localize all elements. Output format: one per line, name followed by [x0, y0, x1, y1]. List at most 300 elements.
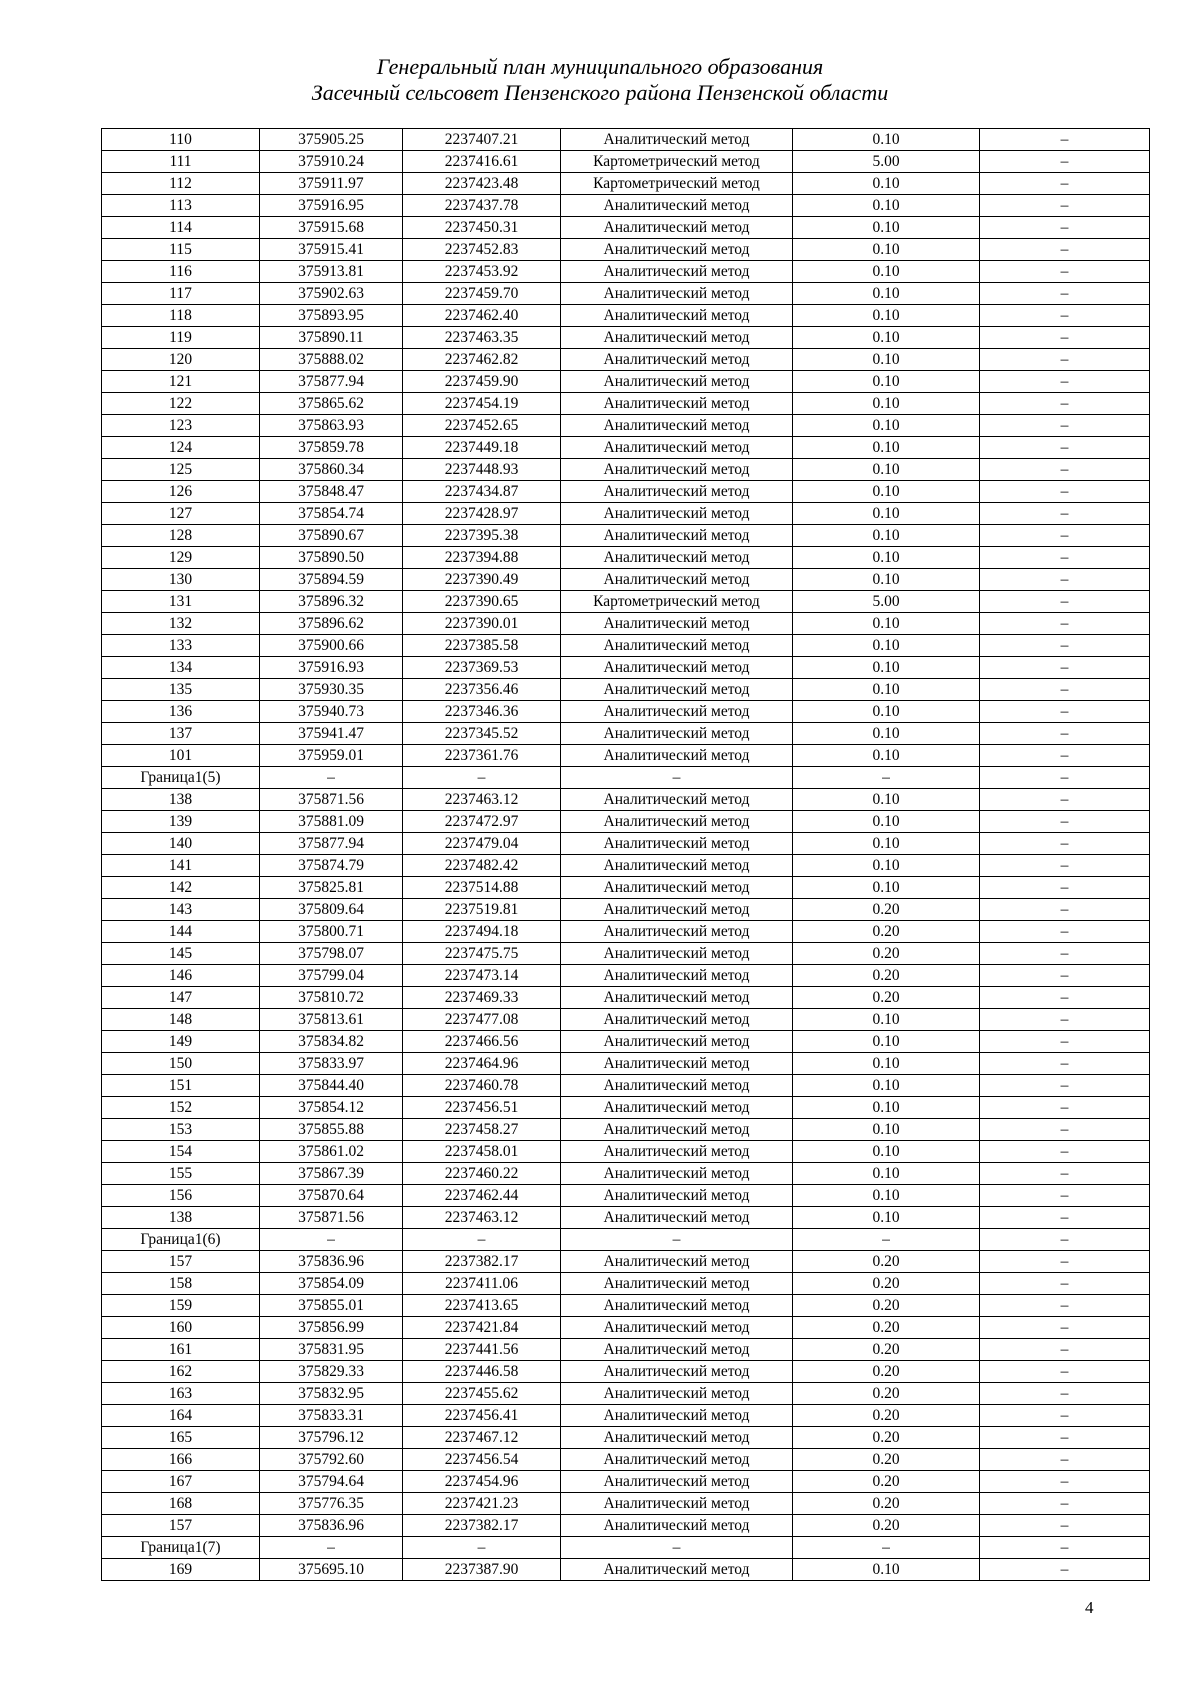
point-number-cell: 168 [102, 1493, 260, 1515]
y-coordinate-cell: 2237452.65 [403, 415, 561, 437]
y-coordinate-cell: 2237463.35 [403, 327, 561, 349]
description-cell: – [980, 393, 1150, 415]
method-cell: Аналитический метод [561, 899, 793, 921]
table-row [102, 415, 1150, 437]
method-cell: Аналитический метод [561, 371, 793, 393]
x-coordinate-cell: 375810.72 [260, 987, 403, 1009]
accuracy-cell: 0.10 [793, 679, 980, 701]
x-coordinate-cell: 375855.88 [260, 1119, 403, 1141]
y-coordinate-cell: 2237452.83 [403, 239, 561, 261]
method-cell: Аналитический метод [561, 129, 793, 151]
description-cell: – [980, 1295, 1150, 1317]
point-number-cell: 118 [102, 305, 260, 327]
accuracy-cell: 5.00 [793, 591, 980, 613]
x-coordinate-cell: 375894.59 [260, 569, 403, 591]
table-row [102, 1559, 1150, 1581]
description-cell: – [980, 1559, 1150, 1581]
method-cell: Аналитический метод [561, 525, 793, 547]
accuracy-cell: 0.10 [793, 327, 980, 349]
accuracy-cell: 0.10 [793, 547, 980, 569]
y-coordinate-cell: 2237469.33 [403, 987, 561, 1009]
point-number-cell: 125 [102, 459, 260, 481]
point-number-cell: 121 [102, 371, 260, 393]
x-coordinate-cell: 375854.74 [260, 503, 403, 525]
y-coordinate-cell: 2237454.96 [403, 1471, 561, 1493]
x-coordinate-cell: 375959.01 [260, 745, 403, 767]
x-coordinate-cell: 375902.63 [260, 283, 403, 305]
accuracy-cell: 0.10 [793, 1163, 980, 1185]
accuracy-cell: 0.20 [793, 899, 980, 921]
point-number-cell: 167 [102, 1471, 260, 1493]
y-coordinate-cell: 2237356.46 [403, 679, 561, 701]
x-coordinate-cell: 375695.10 [260, 1559, 403, 1581]
y-coordinate-cell: 2237421.84 [403, 1317, 561, 1339]
method-cell: Аналитический метод [561, 635, 793, 657]
table-row [102, 327, 1150, 349]
point-number-cell: Граница1(6) [102, 1229, 260, 1251]
accuracy-cell: 0.10 [793, 569, 980, 591]
method-cell: Аналитический метод [561, 415, 793, 437]
description-cell: – [980, 283, 1150, 305]
y-coordinate-cell: 2237462.44 [403, 1185, 561, 1207]
point-number-cell: 138 [102, 789, 260, 811]
x-coordinate-cell: 375916.93 [260, 657, 403, 679]
point-number-cell: 131 [102, 591, 260, 613]
method-cell: Аналитический метод [561, 459, 793, 481]
y-coordinate-cell: 2237385.58 [403, 635, 561, 657]
accuracy-cell: 0.10 [793, 1141, 980, 1163]
x-coordinate-cell: 375829.33 [260, 1361, 403, 1383]
header-line-2: Засечный сельсовет Пензенского района Пензенской области [311, 80, 889, 105]
method-cell: Аналитический метод [561, 437, 793, 459]
y-coordinate-cell: 2237472.97 [403, 811, 561, 833]
table-row [102, 1053, 1150, 1075]
x-coordinate-cell: 375870.64 [260, 1185, 403, 1207]
method-cell: Аналитический метод [561, 569, 793, 591]
y-coordinate-cell: 2237395.38 [403, 525, 561, 547]
y-coordinate-cell: 2237394.88 [403, 547, 561, 569]
y-coordinate-cell: 2237434.87 [403, 481, 561, 503]
method-cell: Аналитический метод [561, 1185, 793, 1207]
point-number-cell: 162 [102, 1361, 260, 1383]
y-coordinate-cell: 2237460.22 [403, 1163, 561, 1185]
y-coordinate-cell: 2237473.14 [403, 965, 561, 987]
description-cell: – [980, 635, 1150, 657]
accuracy-cell: 0.10 [793, 481, 980, 503]
y-coordinate-cell: 2237456.41 [403, 1405, 561, 1427]
accuracy-cell: 0.10 [793, 613, 980, 635]
table-row [102, 767, 1150, 789]
table-row [102, 1493, 1150, 1515]
y-coordinate-cell: 2237387.90 [403, 1559, 561, 1581]
table-row [102, 833, 1150, 855]
y-coordinate-cell: 2237463.12 [403, 789, 561, 811]
x-coordinate-cell: 375877.94 [260, 833, 403, 855]
x-coordinate-cell: 375881.09 [260, 811, 403, 833]
x-coordinate-cell: 375941.47 [260, 723, 403, 745]
point-number-cell: 169 [102, 1559, 260, 1581]
accuracy-cell: 0.10 [793, 525, 980, 547]
accuracy-cell: 0.10 [793, 657, 980, 679]
point-number-cell: 132 [102, 613, 260, 635]
description-cell: – [980, 591, 1150, 613]
x-coordinate-cell: 375798.07 [260, 943, 403, 965]
description-cell: – [980, 855, 1150, 877]
x-coordinate-cell: 375888.02 [260, 349, 403, 371]
table-row [102, 1009, 1150, 1031]
x-coordinate-cell: 375893.95 [260, 305, 403, 327]
method-cell: Аналитический метод [561, 1405, 793, 1427]
description-cell: – [980, 921, 1150, 943]
point-number-cell: 112 [102, 173, 260, 195]
point-number-cell: 123 [102, 415, 260, 437]
description-cell: – [980, 1207, 1150, 1229]
method-cell: Аналитический метод [561, 701, 793, 723]
point-number-cell: 119 [102, 327, 260, 349]
x-coordinate-cell: 375874.79 [260, 855, 403, 877]
point-number-cell: 120 [102, 349, 260, 371]
table-row [102, 679, 1150, 701]
method-cell: Аналитический метод [561, 613, 793, 635]
description-cell: – [980, 877, 1150, 899]
method-cell: Аналитический метод [561, 1295, 793, 1317]
x-coordinate-cell: 375865.62 [260, 393, 403, 415]
description-cell: – [980, 1537, 1150, 1559]
description-cell: – [980, 723, 1150, 745]
x-coordinate-cell: 375867.39 [260, 1163, 403, 1185]
method-cell: Аналитический метод [561, 1119, 793, 1141]
point-number-cell: 154 [102, 1141, 260, 1163]
table-row [102, 239, 1150, 261]
point-number-cell: 110 [102, 129, 260, 151]
accuracy-cell: 0.20 [793, 987, 980, 1009]
method-cell: Картометрический метод [561, 151, 793, 173]
method-cell: Аналитический метод [561, 877, 793, 899]
y-coordinate-cell: – [403, 1229, 561, 1251]
y-coordinate-cell: 2237514.88 [403, 877, 561, 899]
y-coordinate-cell: 2237479.04 [403, 833, 561, 855]
table-row [102, 1449, 1150, 1471]
accuracy-cell: 0.10 [793, 415, 980, 437]
x-coordinate-cell: – [260, 1537, 403, 1559]
description-cell: – [980, 1515, 1150, 1537]
description-cell: – [980, 371, 1150, 393]
y-coordinate-cell: 2237464.96 [403, 1053, 561, 1075]
point-number-cell: 163 [102, 1383, 260, 1405]
table-row [102, 1097, 1150, 1119]
x-coordinate-cell: 375809.64 [260, 899, 403, 921]
accuracy-cell: 0.20 [793, 1251, 980, 1273]
table-row [102, 547, 1150, 569]
table-row [102, 1141, 1150, 1163]
table-row [102, 1317, 1150, 1339]
x-coordinate-cell: 375833.31 [260, 1405, 403, 1427]
method-cell: Аналитический метод [561, 349, 793, 371]
y-coordinate-cell: 2237390.01 [403, 613, 561, 635]
coordinates-table-body [102, 129, 1150, 1581]
accuracy-cell: 0.10 [793, 1053, 980, 1075]
x-coordinate-cell: 375890.11 [260, 327, 403, 349]
table-row [102, 503, 1150, 525]
method-cell: – [561, 1537, 793, 1559]
point-number-cell: 138 [102, 1207, 260, 1229]
table-row [102, 195, 1150, 217]
point-number-cell: 137 [102, 723, 260, 745]
description-cell: – [980, 789, 1150, 811]
y-coordinate-cell: 2237463.12 [403, 1207, 561, 1229]
table-row [102, 723, 1150, 745]
x-coordinate-cell: 375776.35 [260, 1493, 403, 1515]
point-number-cell: 126 [102, 481, 260, 503]
accuracy-cell: 0.10 [793, 1031, 980, 1053]
method-cell: Аналитический метод [561, 481, 793, 503]
method-cell: Аналитический метод [561, 239, 793, 261]
accuracy-cell: 0.10 [793, 1097, 980, 1119]
table-row [102, 591, 1150, 613]
accuracy-cell: 0.10 [793, 195, 980, 217]
table-row [102, 437, 1150, 459]
method-cell: Аналитический метод [561, 855, 793, 877]
table-row [102, 525, 1150, 547]
accuracy-cell: 0.10 [793, 371, 980, 393]
point-number-cell: Граница1(5) [102, 767, 260, 789]
accuracy-cell: 0.10 [793, 701, 980, 723]
coordinates-table [101, 128, 1150, 1581]
y-coordinate-cell: 2237456.54 [403, 1449, 561, 1471]
accuracy-cell: 0.10 [793, 349, 980, 371]
point-number-cell: 115 [102, 239, 260, 261]
x-coordinate-cell: 375796.12 [260, 1427, 403, 1449]
description-cell: – [980, 239, 1150, 261]
table-row [102, 129, 1150, 151]
x-coordinate-cell: 375930.35 [260, 679, 403, 701]
header-line-1: Генеральный план муниципального образования [376, 54, 824, 79]
point-number-cell: 116 [102, 261, 260, 283]
point-number-cell: Граница1(7) [102, 1537, 260, 1559]
y-coordinate-cell: 2237449.18 [403, 437, 561, 459]
x-coordinate-cell: 375911.97 [260, 173, 403, 195]
description-cell: – [980, 195, 1150, 217]
accuracy-cell: 0.10 [793, 393, 980, 415]
point-number-cell: 158 [102, 1273, 260, 1295]
table-row [102, 1427, 1150, 1449]
accuracy-cell: 0.20 [793, 1361, 980, 1383]
accuracy-cell: 0.20 [793, 1317, 980, 1339]
y-coordinate-cell: 2237458.27 [403, 1119, 561, 1141]
table-row [102, 1405, 1150, 1427]
table-row [102, 1515, 1150, 1537]
description-cell: – [980, 987, 1150, 1009]
description-cell: – [980, 1119, 1150, 1141]
x-coordinate-cell: 375856.99 [260, 1317, 403, 1339]
method-cell: Аналитический метод [561, 1031, 793, 1053]
method-cell: Аналитический метод [561, 1361, 793, 1383]
description-cell: – [980, 1405, 1150, 1427]
description-cell: – [980, 767, 1150, 789]
point-number-cell: 150 [102, 1053, 260, 1075]
accuracy-cell: 0.20 [793, 1449, 980, 1471]
description-cell: – [980, 437, 1150, 459]
x-coordinate-cell: 375859.78 [260, 437, 403, 459]
description-cell: – [980, 1449, 1150, 1471]
y-coordinate-cell: 2237423.48 [403, 173, 561, 195]
x-coordinate-cell: – [260, 1229, 403, 1251]
method-cell: Аналитический метод [561, 833, 793, 855]
x-coordinate-cell: 375825.81 [260, 877, 403, 899]
point-number-cell: 127 [102, 503, 260, 525]
y-coordinate-cell: 2237459.70 [403, 283, 561, 305]
table-row [102, 1229, 1150, 1251]
x-coordinate-cell: 375915.41 [260, 239, 403, 261]
description-cell: – [980, 481, 1150, 503]
description-cell: – [980, 1163, 1150, 1185]
x-coordinate-cell: 375910.24 [260, 151, 403, 173]
point-number-cell: 156 [102, 1185, 260, 1207]
y-coordinate-cell: 2237462.82 [403, 349, 561, 371]
point-number-cell: 143 [102, 899, 260, 921]
method-cell: Аналитический метод [561, 261, 793, 283]
x-coordinate-cell: 375831.95 [260, 1339, 403, 1361]
description-cell: – [980, 305, 1150, 327]
accuracy-cell: 0.10 [793, 1119, 980, 1141]
method-cell: Аналитический метод [561, 1427, 793, 1449]
description-cell: – [980, 129, 1150, 151]
table-row [102, 877, 1150, 899]
method-cell: Картометрический метод [561, 173, 793, 195]
y-coordinate-cell: 2237475.75 [403, 943, 561, 965]
table-row [102, 151, 1150, 173]
point-number-cell: 145 [102, 943, 260, 965]
description-cell: – [980, 1471, 1150, 1493]
accuracy-cell: 0.10 [793, 503, 980, 525]
accuracy-cell: 0.10 [793, 635, 980, 657]
y-coordinate-cell: 2237448.93 [403, 459, 561, 481]
method-cell: Аналитический метод [561, 1559, 793, 1581]
method-cell: Аналитический метод [561, 1097, 793, 1119]
description-cell: – [980, 943, 1150, 965]
x-coordinate-cell: 375871.56 [260, 789, 403, 811]
description-cell: – [980, 613, 1150, 635]
description-cell: – [980, 1427, 1150, 1449]
description-cell: – [980, 1185, 1150, 1207]
y-coordinate-cell: 2237467.12 [403, 1427, 561, 1449]
y-coordinate-cell: 2237382.17 [403, 1251, 561, 1273]
description-cell: – [980, 261, 1150, 283]
description-cell: – [980, 1031, 1150, 1053]
table-row [102, 1163, 1150, 1185]
description-cell: – [980, 151, 1150, 173]
table-row [102, 283, 1150, 305]
method-cell: Аналитический метод [561, 305, 793, 327]
point-number-cell: 141 [102, 855, 260, 877]
method-cell: Аналитический метод [561, 1053, 793, 1075]
description-cell: – [980, 965, 1150, 987]
table-row [102, 349, 1150, 371]
method-cell: Аналитический метод [561, 1009, 793, 1031]
accuracy-cell: 0.20 [793, 1295, 980, 1317]
method-cell: Аналитический метод [561, 1141, 793, 1163]
table-row [102, 811, 1150, 833]
x-coordinate-cell: 375940.73 [260, 701, 403, 723]
table-row [102, 173, 1150, 195]
method-cell: Аналитический метод [561, 1075, 793, 1097]
accuracy-cell: 0.10 [793, 1009, 980, 1031]
method-cell: Аналитический метод [561, 987, 793, 1009]
table-row [102, 943, 1150, 965]
description-cell: – [980, 701, 1150, 723]
accuracy-cell: 0.10 [793, 723, 980, 745]
accuracy-cell: 0.10 [793, 173, 980, 195]
point-number-cell: 151 [102, 1075, 260, 1097]
point-number-cell: 130 [102, 569, 260, 591]
method-cell: Аналитический метод [561, 789, 793, 811]
x-coordinate-cell: 375854.09 [260, 1273, 403, 1295]
description-cell: – [980, 899, 1150, 921]
table-row [102, 1185, 1150, 1207]
y-coordinate-cell: 2237466.56 [403, 1031, 561, 1053]
x-coordinate-cell: 375913.81 [260, 261, 403, 283]
method-cell: Аналитический метод [561, 1273, 793, 1295]
y-coordinate-cell: 2237455.62 [403, 1383, 561, 1405]
point-number-cell: 128 [102, 525, 260, 547]
accuracy-cell: 0.10 [793, 283, 980, 305]
description-cell: – [980, 1339, 1150, 1361]
x-coordinate-cell: 375871.56 [260, 1207, 403, 1229]
x-coordinate-cell: 375896.32 [260, 591, 403, 613]
y-coordinate-cell: 2237413.65 [403, 1295, 561, 1317]
method-cell: – [561, 767, 793, 789]
method-cell: Аналитический метод [561, 965, 793, 987]
method-cell: Аналитический метод [561, 943, 793, 965]
accuracy-cell: 0.20 [793, 1383, 980, 1405]
table-row [102, 855, 1150, 877]
accuracy-cell: 0.20 [793, 1273, 980, 1295]
y-coordinate-cell: 2237437.78 [403, 195, 561, 217]
accuracy-cell: – [793, 767, 980, 789]
y-coordinate-cell: 2237407.21 [403, 129, 561, 151]
table-row [102, 745, 1150, 767]
method-cell: Аналитический метод [561, 1471, 793, 1493]
point-number-cell: 122 [102, 393, 260, 415]
method-cell: Аналитический метод [561, 723, 793, 745]
x-coordinate-cell: 375792.60 [260, 1449, 403, 1471]
point-number-cell: 148 [102, 1009, 260, 1031]
point-number-cell: 114 [102, 217, 260, 239]
description-cell: – [980, 525, 1150, 547]
accuracy-cell: 0.10 [793, 811, 980, 833]
point-number-cell: 157 [102, 1515, 260, 1537]
table-row [102, 1207, 1150, 1229]
table-row [102, 899, 1150, 921]
accuracy-cell: 0.10 [793, 1559, 980, 1581]
point-number-cell: 160 [102, 1317, 260, 1339]
accuracy-cell: 0.20 [793, 943, 980, 965]
description-cell: – [980, 833, 1150, 855]
description-cell: – [980, 1229, 1150, 1251]
x-coordinate-cell: 375900.66 [260, 635, 403, 657]
point-number-cell: 142 [102, 877, 260, 899]
point-number-cell: 144 [102, 921, 260, 943]
y-coordinate-cell: 2237382.17 [403, 1515, 561, 1537]
point-number-cell: 159 [102, 1295, 260, 1317]
accuracy-cell: 0.20 [793, 1471, 980, 1493]
method-cell: Аналитический метод [561, 327, 793, 349]
x-coordinate-cell: – [260, 767, 403, 789]
y-coordinate-cell: 2237345.52 [403, 723, 561, 745]
table-row [102, 1251, 1150, 1273]
point-number-cell: 135 [102, 679, 260, 701]
accuracy-cell: 0.10 [793, 877, 980, 899]
